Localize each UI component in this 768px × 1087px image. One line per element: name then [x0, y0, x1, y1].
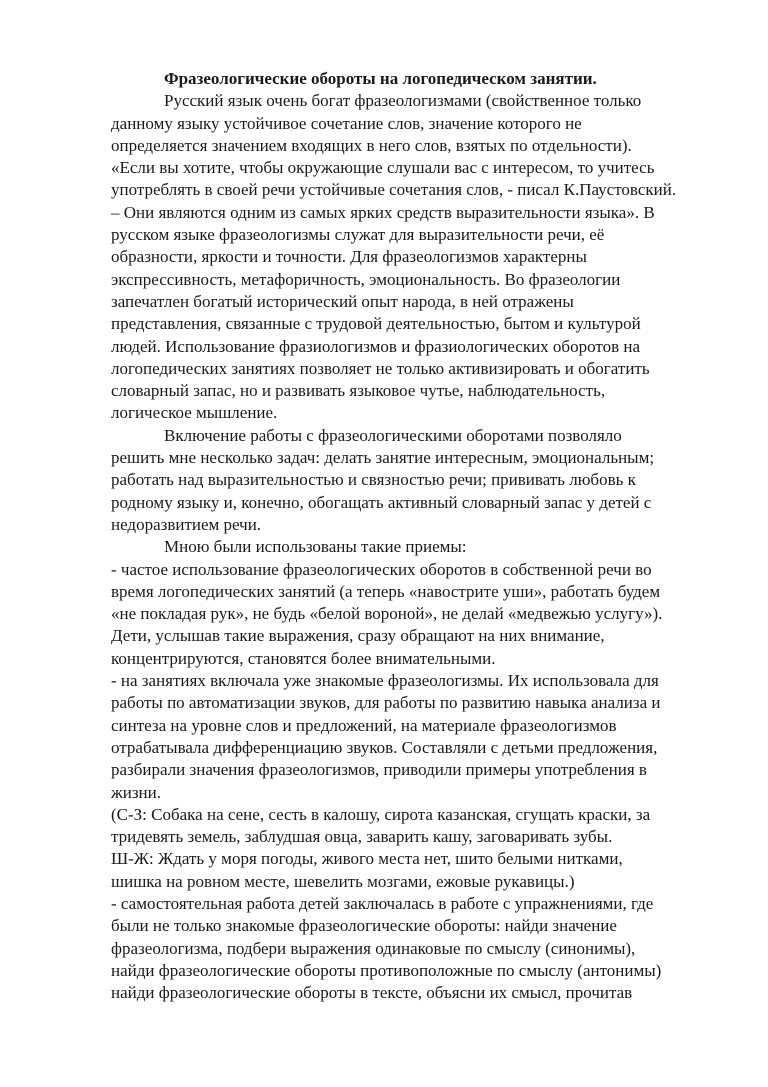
text-line: работы по автоматизации звуков, для работы по развитию навыка анализа и: [111, 693, 661, 713]
text-line: - частое использование фразеологических оборотов в собственной речи во: [111, 559, 652, 579]
text-line: найди фразеологические обороты в тексте, объясни их смысл, прочитав: [111, 983, 633, 1003]
text-line: решить мне несколько задач: делать занятие интересным, эмоциональным;: [111, 448, 655, 468]
text-line: разбирали значения фразеологизмов, приводили примеры употребления в: [111, 760, 647, 780]
text-line: работать над выразительностью и связностью речи; прививать любовь к: [111, 470, 636, 490]
text-line: логопедических занятиях позволяет не только активизировать и обогатить: [111, 358, 650, 378]
text-line: отрабатывала дифференциацию звуков. Составляли с детьми предложения,: [111, 737, 658, 757]
text-line: словарный запас, но и развивать языковое чутье, наблюдательность,: [111, 381, 606, 401]
text-line: концентрируются, становятся более внимательными.: [111, 648, 496, 668]
text-line: найди фразеологические обороты противоположные по смыслу (антонимы): [111, 960, 662, 980]
text-line: данному языку устойчивое сочетание слов, значение которого не: [111, 113, 582, 133]
document-body: [111, 90, 711, 1004]
text-line: образности, яркости и точности. Для фразеологизмов характерны: [111, 247, 587, 267]
text-line: синтеза на уровне слов и предложений, на материале фразеологизмов: [111, 715, 617, 735]
text-line: употреблять в своей речи устойчивые сочетания слов, - писал К.Паустовский.: [111, 180, 677, 200]
text-line: Включение работы с фразеологическими оборотами позволяло: [164, 425, 622, 445]
text-line: Дети, услышав такие выражения, сразу обращают на них внимание,: [111, 626, 605, 646]
text-line: запечатлен богатый исторический опыт народа, в ней отражены: [111, 291, 574, 311]
text-line: были не только знакомые фразеологические обороты: найди значение: [111, 916, 617, 936]
text-line: «Если вы хотите, чтобы окружающие слушали вас с интересом, то учитесь: [111, 158, 655, 178]
text-line: время логопедических занятий (а теперь «навострите уши», работать будем: [111, 581, 661, 601]
document-page: [111, 68, 711, 1004]
document-title: Фразеологические обороты на логопедическом занятии.: [164, 69, 597, 88]
text-line: родному языку и, конечно, обогащать активный словарный запас у детей с: [111, 492, 652, 512]
text-line: недоразвитием речи.: [111, 514, 262, 534]
text-line: Ш-Ж: Ждать у моря погоды, живого места нет, шито белыми нитками,: [111, 849, 623, 869]
text-line: людей. Использование фразиологизмов и фразиологических оборотов на: [111, 336, 640, 356]
text-line: логическое мышление.: [111, 403, 278, 423]
text-line: представления, связанные с трудовой деятельностью, бытом и культурой: [111, 314, 641, 334]
text-line: определяется значением входящих в него слов, взятых по отдельности).: [111, 135, 632, 155]
text-line: тридевять земель, заблудшая овца, заварить кашу, заговаривать зубы.: [111, 827, 613, 847]
text-line: фразеологизма, подбери выражения одинаковые по смыслу (синонимы),: [111, 938, 636, 958]
text-line: Русский язык очень богат фразеологизмами (свойственное только: [164, 91, 642, 111]
text-line: Мною были использованы такие приемы:: [164, 537, 467, 557]
text-line: «не покладая рук», не будь «белой вороной», не делай «медвежью услугу»).: [111, 604, 663, 624]
text-line: (С-З: Собака на сене, сесть в калошу, сирота казанская, сгущать краски, за: [111, 804, 651, 824]
text-line: - самостоятельная работа детей заключалась в работе с упражнениями, где: [111, 893, 654, 913]
text-line: жизни.: [111, 782, 162, 802]
text-line: шишка на ровном месте, шевелить мозгами, ежовые рукавицы.): [111, 871, 575, 891]
text-line: – Они являются одним из самых ярких средств выразительности языка». В: [111, 202, 655, 222]
text-line: русском языке фразеологизмы служат для выразительности речи, её: [111, 225, 605, 245]
text-line: - на занятиях включала уже знакомые фразеологизмы. Их использовала для: [111, 671, 659, 691]
text-line: экспрессивность, метафоричность, эмоциональность. Во фразеологии: [111, 269, 621, 289]
